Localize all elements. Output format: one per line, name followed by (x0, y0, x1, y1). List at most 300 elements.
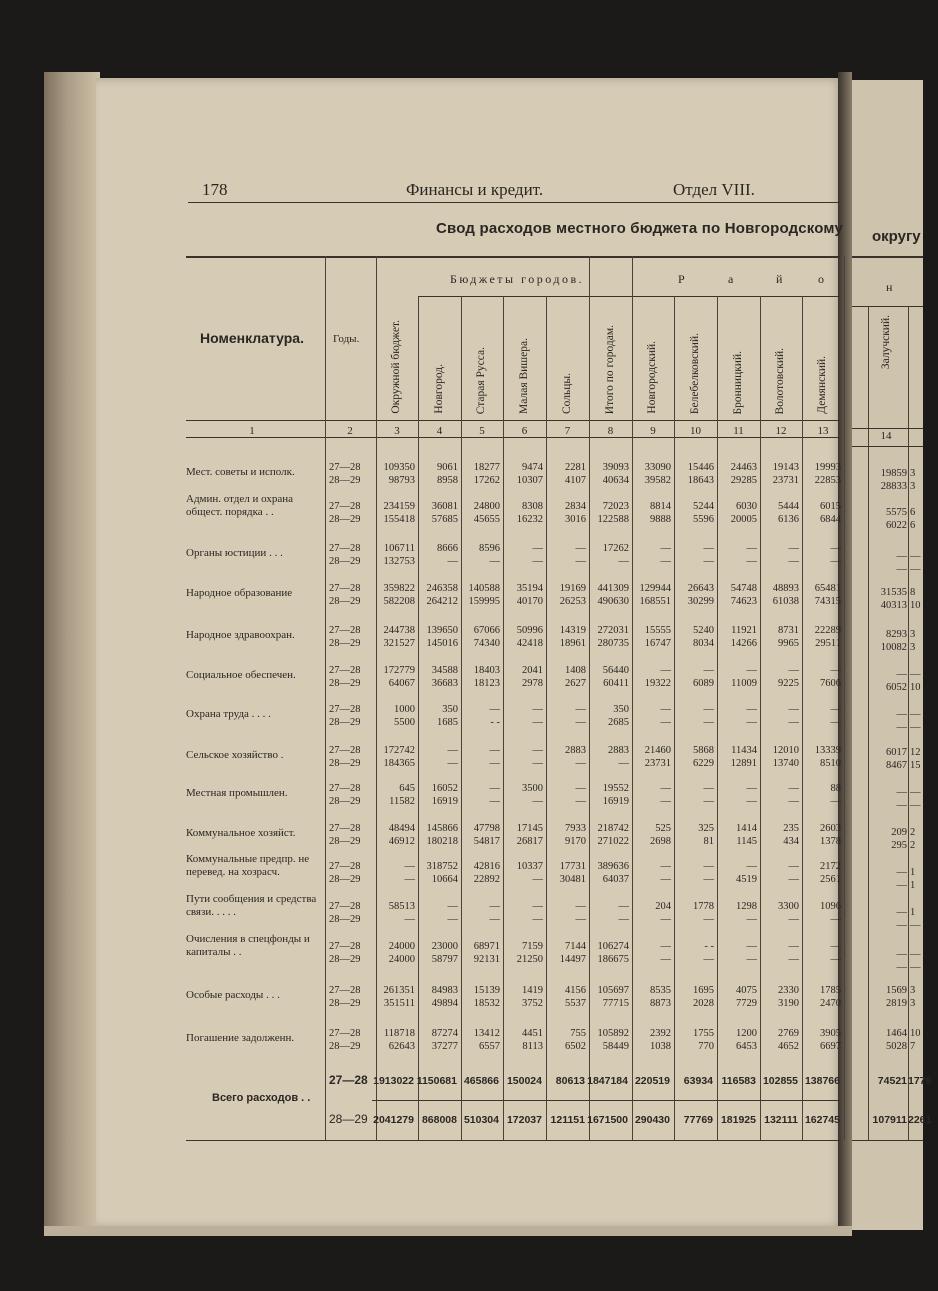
table-cell: 21460 (644, 745, 671, 756)
column-header: Окружной бюджет. (390, 320, 402, 414)
table-cell: 1685 (437, 717, 458, 728)
running-title: Финансы и кредит. (406, 180, 544, 199)
table-cell: — (575, 914, 586, 925)
table-cell: 1200 (736, 1028, 757, 1039)
total-cell: 1847184 (587, 1075, 628, 1087)
total-cell: 1913022 (373, 1075, 414, 1087)
table-cell: 1785 (820, 985, 841, 996)
book-gutter (838, 72, 852, 1232)
table-cell: 77715 (602, 998, 629, 1009)
right-cell: — (896, 867, 907, 878)
table-cell: 5537 (565, 998, 586, 1009)
total-year: 27—28 (329, 1073, 368, 1087)
total-cell: 290430 (634, 1114, 670, 1126)
table-cell: 8308 (522, 501, 543, 512)
column-header: Сольцы. (560, 372, 573, 414)
table-cell: 16919 (431, 796, 458, 807)
row-year: 27—28 (329, 1028, 361, 1039)
row-year: 28—29 (329, 796, 361, 807)
table-cell: 24000 (388, 954, 415, 965)
table-cell: 4156 (565, 985, 586, 996)
total-cell: 132111 (764, 1114, 798, 1126)
total-label: Всего расходов . . (212, 1092, 311, 1104)
table-cell: — (489, 556, 500, 567)
table-cell: — (660, 704, 671, 715)
table-cell: 16919 (602, 796, 629, 807)
table-cell: — (746, 665, 757, 676)
table-cell: 7729 (736, 998, 757, 1009)
table-cell: 18532 (473, 998, 500, 1009)
right-cell: — (896, 669, 907, 680)
row-year: 28—29 (329, 678, 361, 689)
table-cell: — (703, 543, 714, 554)
table-cell: 14266 (730, 638, 757, 649)
table-cell: 50996 (516, 625, 543, 636)
right-cell: 2819 (886, 998, 907, 1009)
table-cell: 105697 (597, 985, 629, 996)
table-cell: 122588 (597, 514, 629, 525)
table-cell: 81 (703, 836, 714, 847)
table-cell: — (532, 796, 543, 807)
table-cell: 184365 (383, 758, 415, 769)
table-cell: 1096 (820, 901, 841, 912)
table-cell: 106711 (383, 543, 415, 554)
column-number: 5 (479, 425, 485, 437)
table-cell: 172779 (383, 665, 415, 676)
right-partial-cell: — (910, 920, 921, 931)
table-cell: 8958 (437, 475, 458, 486)
table-cell: — (788, 783, 799, 794)
row-year: 28—29 (329, 717, 361, 728)
right-cell: 28833 (880, 481, 907, 492)
column-header: Итого по городам. (603, 324, 616, 414)
table-cell: 8814 (650, 501, 671, 512)
row-year: 28—29 (329, 998, 361, 1009)
table-cell: 3190 (778, 998, 799, 1009)
table-cell: — (489, 745, 500, 756)
table-cell: — (703, 665, 714, 676)
table-cell: 21250 (516, 954, 543, 965)
table-cell: 11921 (731, 625, 757, 636)
col-divider (325, 256, 326, 1140)
right-cell: 19859 (880, 468, 907, 479)
table-cell: 271022 (597, 836, 629, 847)
table-title-continued: округу (872, 228, 921, 245)
row-label: Сельское хозяйство . (186, 749, 284, 761)
row-label: Пути сообщения и средства связи. . . . . (186, 893, 317, 918)
table-cell: — (746, 861, 757, 872)
table-cell: — (660, 556, 671, 567)
table-cell: 645 (399, 783, 415, 794)
table-cell: — (532, 914, 543, 925)
total-cell: 116583 (721, 1075, 756, 1087)
total-cell: 150024 (506, 1075, 542, 1087)
table-cell: 74340 (473, 638, 500, 649)
row-year: 27—28 (329, 501, 361, 512)
column-number: 9 (650, 425, 656, 437)
table-cell: 30299 (687, 596, 714, 607)
row-year: 28—29 (329, 475, 361, 486)
table-cell: — (703, 704, 714, 715)
table-cell: 145016 (426, 638, 458, 649)
table-cell: — (532, 758, 543, 769)
table-cell: 2330 (778, 985, 799, 996)
right-partial-cell: 7 (910, 1041, 916, 1052)
table-cell: 10664 (431, 874, 458, 885)
table-cell: 318752 (426, 861, 458, 872)
row-year: 28—29 (329, 954, 361, 965)
nomenclature-header: Номенклатура. (200, 330, 304, 346)
table-cell: 9474 (522, 462, 543, 473)
table-cell: 2883 (608, 745, 629, 756)
right-cell: — (896, 709, 907, 720)
table-cell: — (575, 543, 586, 554)
table-cell: 49894 (431, 998, 458, 1009)
table-cell: 6844 (820, 514, 841, 525)
table-cell: 359822 (383, 583, 415, 594)
total-cell: 510304 (463, 1114, 499, 1126)
table-cell: 106274 (597, 941, 629, 952)
table-cell: 246358 (426, 583, 458, 594)
column-header: Старая Русса. (475, 346, 487, 414)
table-cell: 139650 (426, 625, 458, 636)
table-cell: — (575, 758, 586, 769)
table-cell: — (788, 861, 799, 872)
table-cell: — (618, 758, 629, 769)
header-rule (186, 420, 840, 421)
right-cell: — (896, 787, 907, 798)
table-cell: 389636 (597, 861, 629, 872)
right-cell: — (896, 920, 907, 931)
table-cell: 2172 (820, 861, 841, 872)
table-cell: 7144 (565, 941, 586, 952)
table-cell: 46912 (388, 836, 415, 847)
row-year: 28—29 (329, 514, 361, 525)
table-cell: 42418 (516, 638, 543, 649)
group-header-districts: а (728, 272, 736, 286)
table-cell: — (703, 783, 714, 794)
table-cell: 2978 (522, 678, 543, 689)
table-cell: 1419 (522, 985, 543, 996)
table-cell: — (746, 954, 757, 965)
table-cell: 39093 (602, 462, 629, 473)
table-cell: — (618, 914, 629, 925)
table-cell: 17145 (516, 823, 543, 834)
table-cell: 9061 (437, 462, 458, 473)
table-cell: — (746, 783, 757, 794)
right-partial-cell: 6 (910, 520, 916, 531)
right-top-rule (852, 256, 923, 258)
table-cell: — (575, 796, 586, 807)
right-cell: — (896, 800, 907, 811)
table-cell: 22892 (473, 874, 500, 885)
table-cell: 29511 (815, 638, 841, 649)
book-page (96, 78, 844, 1228)
right-partial-cell: 3 (910, 642, 916, 653)
right-cell: 8467 (886, 760, 907, 771)
table-cell: 11434 (731, 745, 757, 756)
table-cell: — (660, 914, 671, 925)
table-cell: 1414 (736, 823, 757, 834)
table-cell: 5868 (693, 745, 714, 756)
table-cell: 20005 (730, 514, 757, 525)
table-cell: 9965 (778, 638, 799, 649)
table-cell: 105892 (597, 1028, 629, 1039)
column-header: Волотовский. (774, 347, 786, 414)
table-cell: 755 (570, 1028, 586, 1039)
table-cell: — (788, 543, 799, 554)
table-cell: 57685 (431, 514, 458, 525)
column-number: 13 (817, 425, 829, 437)
table-cell: 109350 (383, 462, 415, 473)
table-cell: 7933 (565, 823, 586, 834)
table-cell: — (703, 717, 714, 728)
table-cell: — (532, 901, 543, 912)
table-cell: 5596 (693, 514, 714, 525)
table-cell: 10337 (516, 861, 543, 872)
group-header-cities: Бюджеты городов. (450, 272, 585, 286)
table-cell: 60411 (603, 678, 629, 689)
table-cell: — (489, 758, 500, 769)
total-rule (372, 1100, 840, 1101)
table-cell: 321527 (383, 638, 415, 649)
row-year: 28—29 (329, 596, 361, 607)
table-cell: 11009 (731, 678, 757, 689)
table-cell: 24000 (388, 941, 415, 952)
table-cell: 6557 (479, 1041, 500, 1052)
table-cell: 5240 (693, 625, 714, 636)
table-cell: 39582 (644, 475, 671, 486)
colnum-rule (186, 437, 840, 438)
table-cell: 235 (783, 823, 799, 834)
row-year: 27—28 (329, 543, 361, 554)
table-cell: — (575, 704, 586, 715)
table-cell: — (404, 914, 415, 925)
table-cell: 325 (698, 823, 714, 834)
column-number: 3 (394, 425, 400, 437)
table-cell: 48893 (772, 583, 799, 594)
table-cell: 1000 (394, 704, 415, 715)
table-cell: — (660, 874, 671, 885)
right-cell: 6052 (886, 682, 907, 693)
table-cell: 17262 (473, 475, 500, 486)
table-cell: 118718 (383, 1028, 415, 1039)
table-cell: 24463 (730, 462, 757, 473)
column-number: 10 (690, 425, 701, 437)
table-cell: — (703, 861, 714, 872)
table-cell: — (788, 941, 799, 952)
table-cell: 22853 (814, 475, 841, 486)
total-cell: 220519 (634, 1075, 670, 1087)
table-cell: 84983 (431, 985, 458, 996)
table-cell: 3752 (522, 998, 543, 1009)
total-cell: 138766 (804, 1075, 840, 1087)
table-cell: 34588 (431, 665, 458, 676)
right-cell: 209 (891, 827, 907, 838)
table-cell: — (703, 954, 714, 965)
table-cell: 8873 (650, 998, 671, 1009)
right-partial-cell: 2 (910, 827, 916, 838)
table-cell: 87274 (431, 1028, 458, 1039)
table-cell: 15446 (687, 462, 714, 473)
total-cell: 121151 (550, 1114, 585, 1126)
table-cell: 13412 (473, 1028, 500, 1039)
table-cell: 1755 (693, 1028, 714, 1039)
table-cell: 351511 (383, 998, 415, 1009)
right-cell: 1569 (886, 985, 907, 996)
right-cell: 6017 (886, 747, 907, 758)
table-cell: 10307 (516, 475, 543, 486)
row-year: 27—28 (329, 823, 361, 834)
table-cell: 12891 (730, 758, 757, 769)
table-cell: 26817 (516, 836, 543, 847)
column-number: 4 (436, 425, 443, 437)
table-cell: — (575, 901, 586, 912)
table-cell: — (404, 861, 415, 872)
right-total-cell: 74521 (877, 1075, 907, 1087)
table-cell: — (830, 717, 841, 728)
table-cell: 441309 (597, 583, 629, 594)
table-cell: 92131 (473, 954, 500, 965)
table-cell: 6453 (736, 1041, 757, 1052)
table-cell: 186675 (597, 954, 629, 965)
row-label: Местная промышлен. (186, 787, 288, 799)
column-header: Демянский. (816, 356, 828, 414)
table-cell: 8034 (693, 638, 714, 649)
group-header-districts: й (776, 272, 785, 286)
table-cell: 525 (655, 823, 671, 834)
table-cell: — (788, 874, 799, 885)
table-cell: — (489, 796, 500, 807)
table-cell: 19322 (644, 678, 671, 689)
table-cell: — (489, 914, 500, 925)
table-cell: 9888 (650, 514, 671, 525)
table-cell: 74623 (730, 596, 757, 607)
table-cell: 9225 (778, 678, 799, 689)
row-label: Погашение задолженн. (186, 1032, 295, 1044)
right-partial-cell: — (910, 564, 921, 575)
right-partial-cell: 15 (910, 760, 921, 771)
table-cell: 48494 (388, 823, 415, 834)
right-partial-cell: — (910, 722, 921, 733)
table-cell: 5444 (778, 501, 799, 512)
row-label: Народное здравоохран. (186, 629, 295, 641)
table-cell: — (575, 783, 586, 794)
table-cell: 4075 (736, 985, 757, 996)
table-cell: — (660, 941, 671, 952)
right-group-rule (852, 306, 923, 307)
table-cell: — (660, 796, 671, 807)
table-cell: 434 (783, 836, 799, 847)
table-cell: 13339 (814, 745, 841, 756)
table-cell: — (830, 665, 841, 676)
table-cell: — (532, 745, 543, 756)
table-cell: 264212 (426, 596, 458, 607)
table-cell: 2685 (608, 717, 629, 728)
column-number: 11 (733, 425, 744, 437)
table-cell: — (746, 717, 757, 728)
table-cell: 2392 (650, 1028, 671, 1039)
table-cell: 19552 (602, 783, 629, 794)
row-label: Охрана труда . . . . (186, 708, 271, 720)
column-number: 6 (521, 425, 528, 437)
table-cell: 129944 (639, 583, 671, 594)
row-label: Мест. советы и исполк. (186, 466, 295, 478)
table-cell: 47798 (473, 823, 500, 834)
table-cell: — (447, 556, 458, 567)
row-year: 27—28 (329, 861, 361, 872)
total-cell: 102855 (762, 1075, 798, 1087)
table-cell: 16232 (516, 514, 543, 525)
right-partial-cell: 8 (910, 587, 916, 598)
table-cell: 16747 (644, 638, 671, 649)
table-cell: — (788, 665, 799, 676)
table-cell: 490630 (597, 596, 629, 607)
right-partial-cell: — (910, 800, 921, 811)
table-cell: — (703, 556, 714, 567)
row-year: 28—29 (329, 638, 361, 649)
table-cell: — (703, 874, 714, 885)
table-cell: 204 (655, 901, 671, 912)
table-cell: 4519 (736, 874, 757, 885)
row-label: Коммунальные предпр. не перевед. на хозрасч. (186, 853, 310, 878)
table-cell: 6229 (693, 758, 714, 769)
table-cell: 2769 (778, 1028, 799, 1039)
table-cell: 5244 (693, 501, 714, 512)
table-cell: — (746, 914, 757, 925)
table-cell: 16052 (431, 783, 458, 794)
table-cell: 2041 (522, 665, 543, 676)
table-cell: — (788, 954, 799, 965)
table-cell: 2028 (693, 998, 714, 1009)
table-cell: 4107 (565, 475, 586, 486)
table-cell: 272031 (597, 625, 629, 636)
total-cell: 181925 (720, 1114, 756, 1126)
row-year: 28—29 (329, 836, 361, 847)
right-partial-cell: 1 (910, 867, 916, 878)
right-column-number: 14 (880, 430, 892, 442)
table-cell: 65481 (814, 583, 841, 594)
table-cell: 9170 (565, 836, 586, 847)
column-number: 2 (347, 425, 353, 437)
row-label: Народное образование (186, 587, 293, 599)
group-rule (418, 296, 840, 297)
total-cell: 162745 (804, 1114, 840, 1126)
total-cell: 1671500 (587, 1114, 628, 1126)
row-year: 27—28 (329, 985, 361, 996)
table-cell: 54817 (473, 836, 500, 847)
col-divider (844, 256, 845, 1140)
table-cell: — (660, 954, 671, 965)
right-partial-cell: — (910, 949, 921, 960)
table-cell: 58513 (388, 901, 415, 912)
row-year: 28—29 (329, 758, 361, 769)
table-cell: 58449 (602, 1041, 629, 1052)
table-cell: 5500 (394, 717, 415, 728)
column-number: 1 (249, 425, 255, 437)
table-cell: 72023 (602, 501, 629, 512)
table-cell: 14319 (559, 625, 586, 636)
table-cell: 33090 (644, 462, 671, 473)
right-page-fragment (852, 80, 932, 1230)
table-cell: 14497 (559, 954, 586, 965)
table-cell: 1695 (693, 985, 714, 996)
right-cell: 5028 (886, 1041, 907, 1052)
column-header: Белебелковский. (688, 332, 701, 414)
right-partial-total: 1779 (908, 1075, 932, 1087)
table-cell: 88 (830, 783, 841, 794)
table-cell: 7606 (820, 678, 841, 689)
